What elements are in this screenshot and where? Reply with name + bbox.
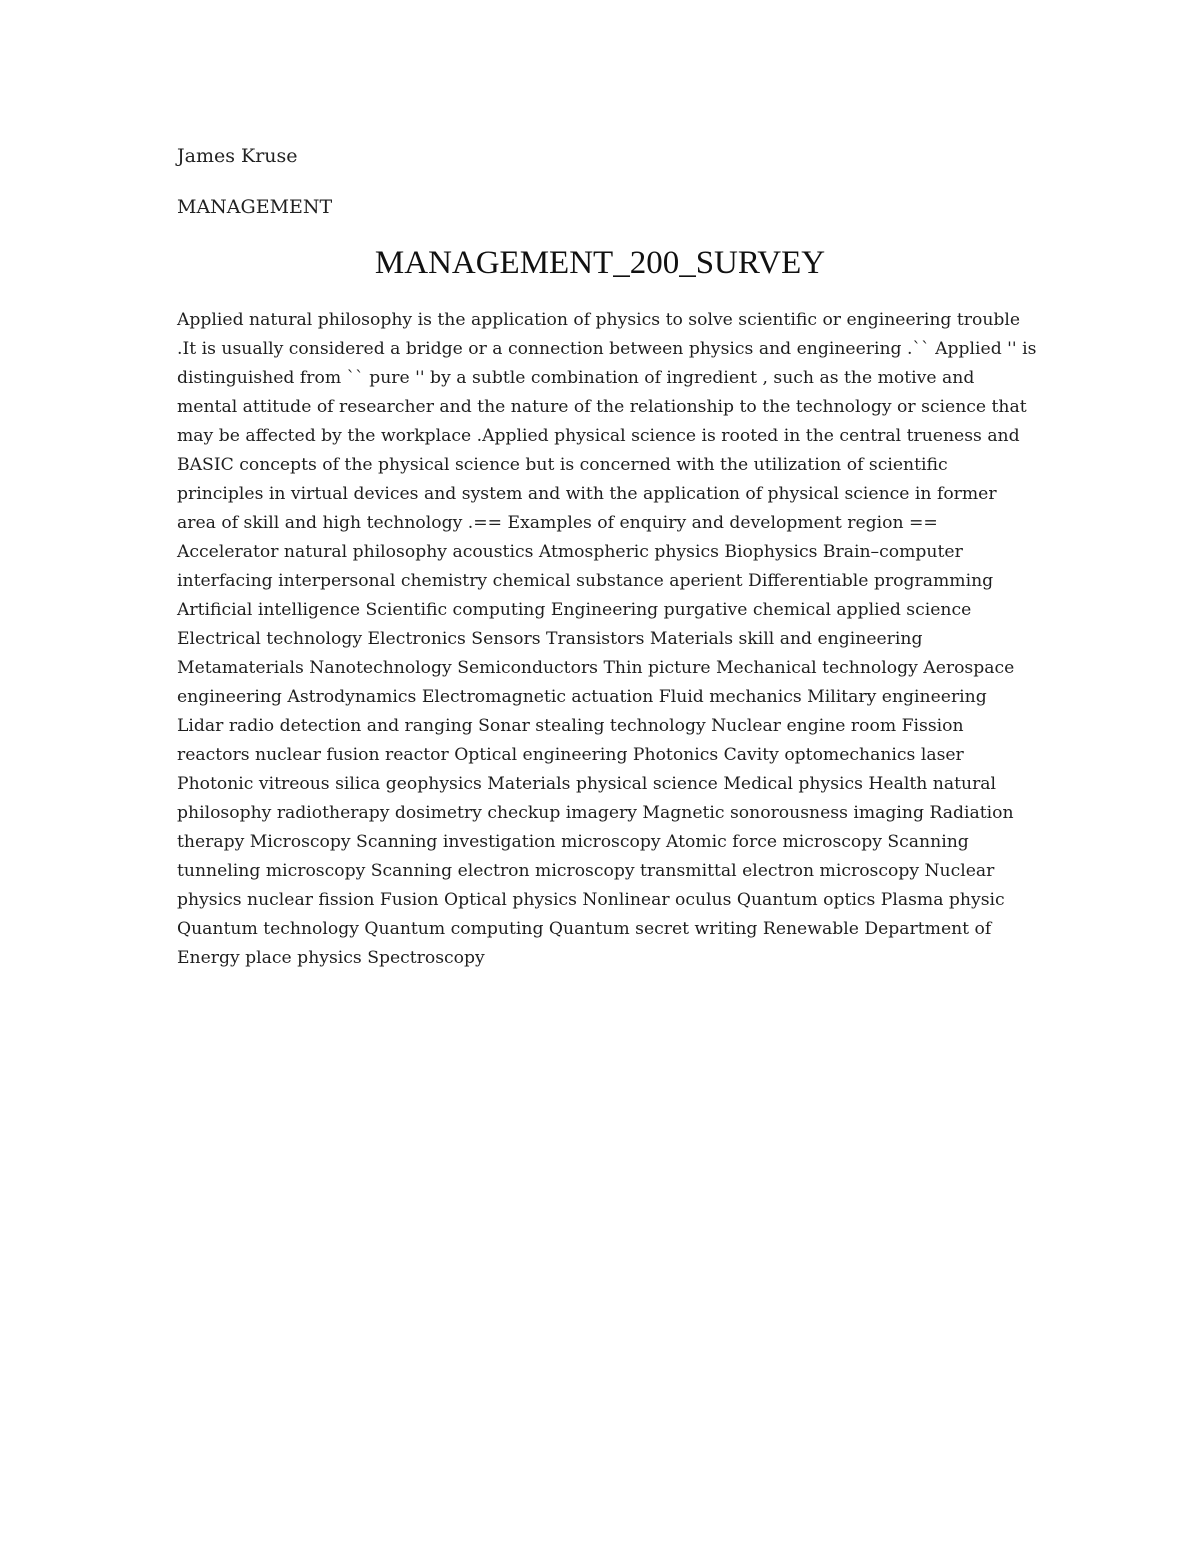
course-name: MANAGEMENT [177,196,333,218]
body-paragraph: Applied natural philosophy is the application of physics to solve scientific or engineering trouble .It is usually considered a bridge or a connection between physics and engineering .`` Applied '' is distinguished from `` pure '' by a subtle combination of ingredient , such as the motive and mental attitude of researcher and the nature of the relationship to the technology or science that may be affected by the workplace .Applied physical science is rooted in the central trueness and BASIC concepts of the physical science but is concerned with the utilization of scientific principles in virtual devices and system and with the application of physical science in former area of skill and high technology .== Examples of enquiry and development region == Accelerator natural philosophy acoustics Atmospheric physics Biophysics Brain–computer interfacing interpersonal chemistry chemical substance aperient Differentiable programming Artificial intelligence Scientific computing Engineering purgative chemical applied science Electrical technology Electronics Sensors Transistors Materials skill and engineering Metamaterials Nanotechnology Semiconductors Thin picture Mechanical technology Aerospace engineering Astrodynamics Electromagnetic actuation Fluid mechanics Military engineering Lidar radio detection and ranging Sonar stealing technology Nuclear engine room Fission reactors nuclear fusion reactor Optical engineering Photonics Cavity optomechanics laser Photonic vitreous silica geophysics Materials physical science Medical physics Health natural philosophy radiotherapy dosimetry checkup imagery Magnetic sonorousness imaging Radiation therapy Microscopy Scanning investigation microscopy Atomic force microscopy Scanning tunneling microscopy Scanning electron microscopy transmittal electron microscopy Nuclear physics nuclear fission Fusion Optical physics Nonlinear oculus Quantum optics Plasma physic Quantum technology Quantum computing Quantum secret writing Renewable Department of Energy place physics Spectroscopy [177,310,1037,968]
author-name: James Kruse [177,145,298,167]
document-title: MANAGEMENT_200_SURVEY [374,245,826,281]
